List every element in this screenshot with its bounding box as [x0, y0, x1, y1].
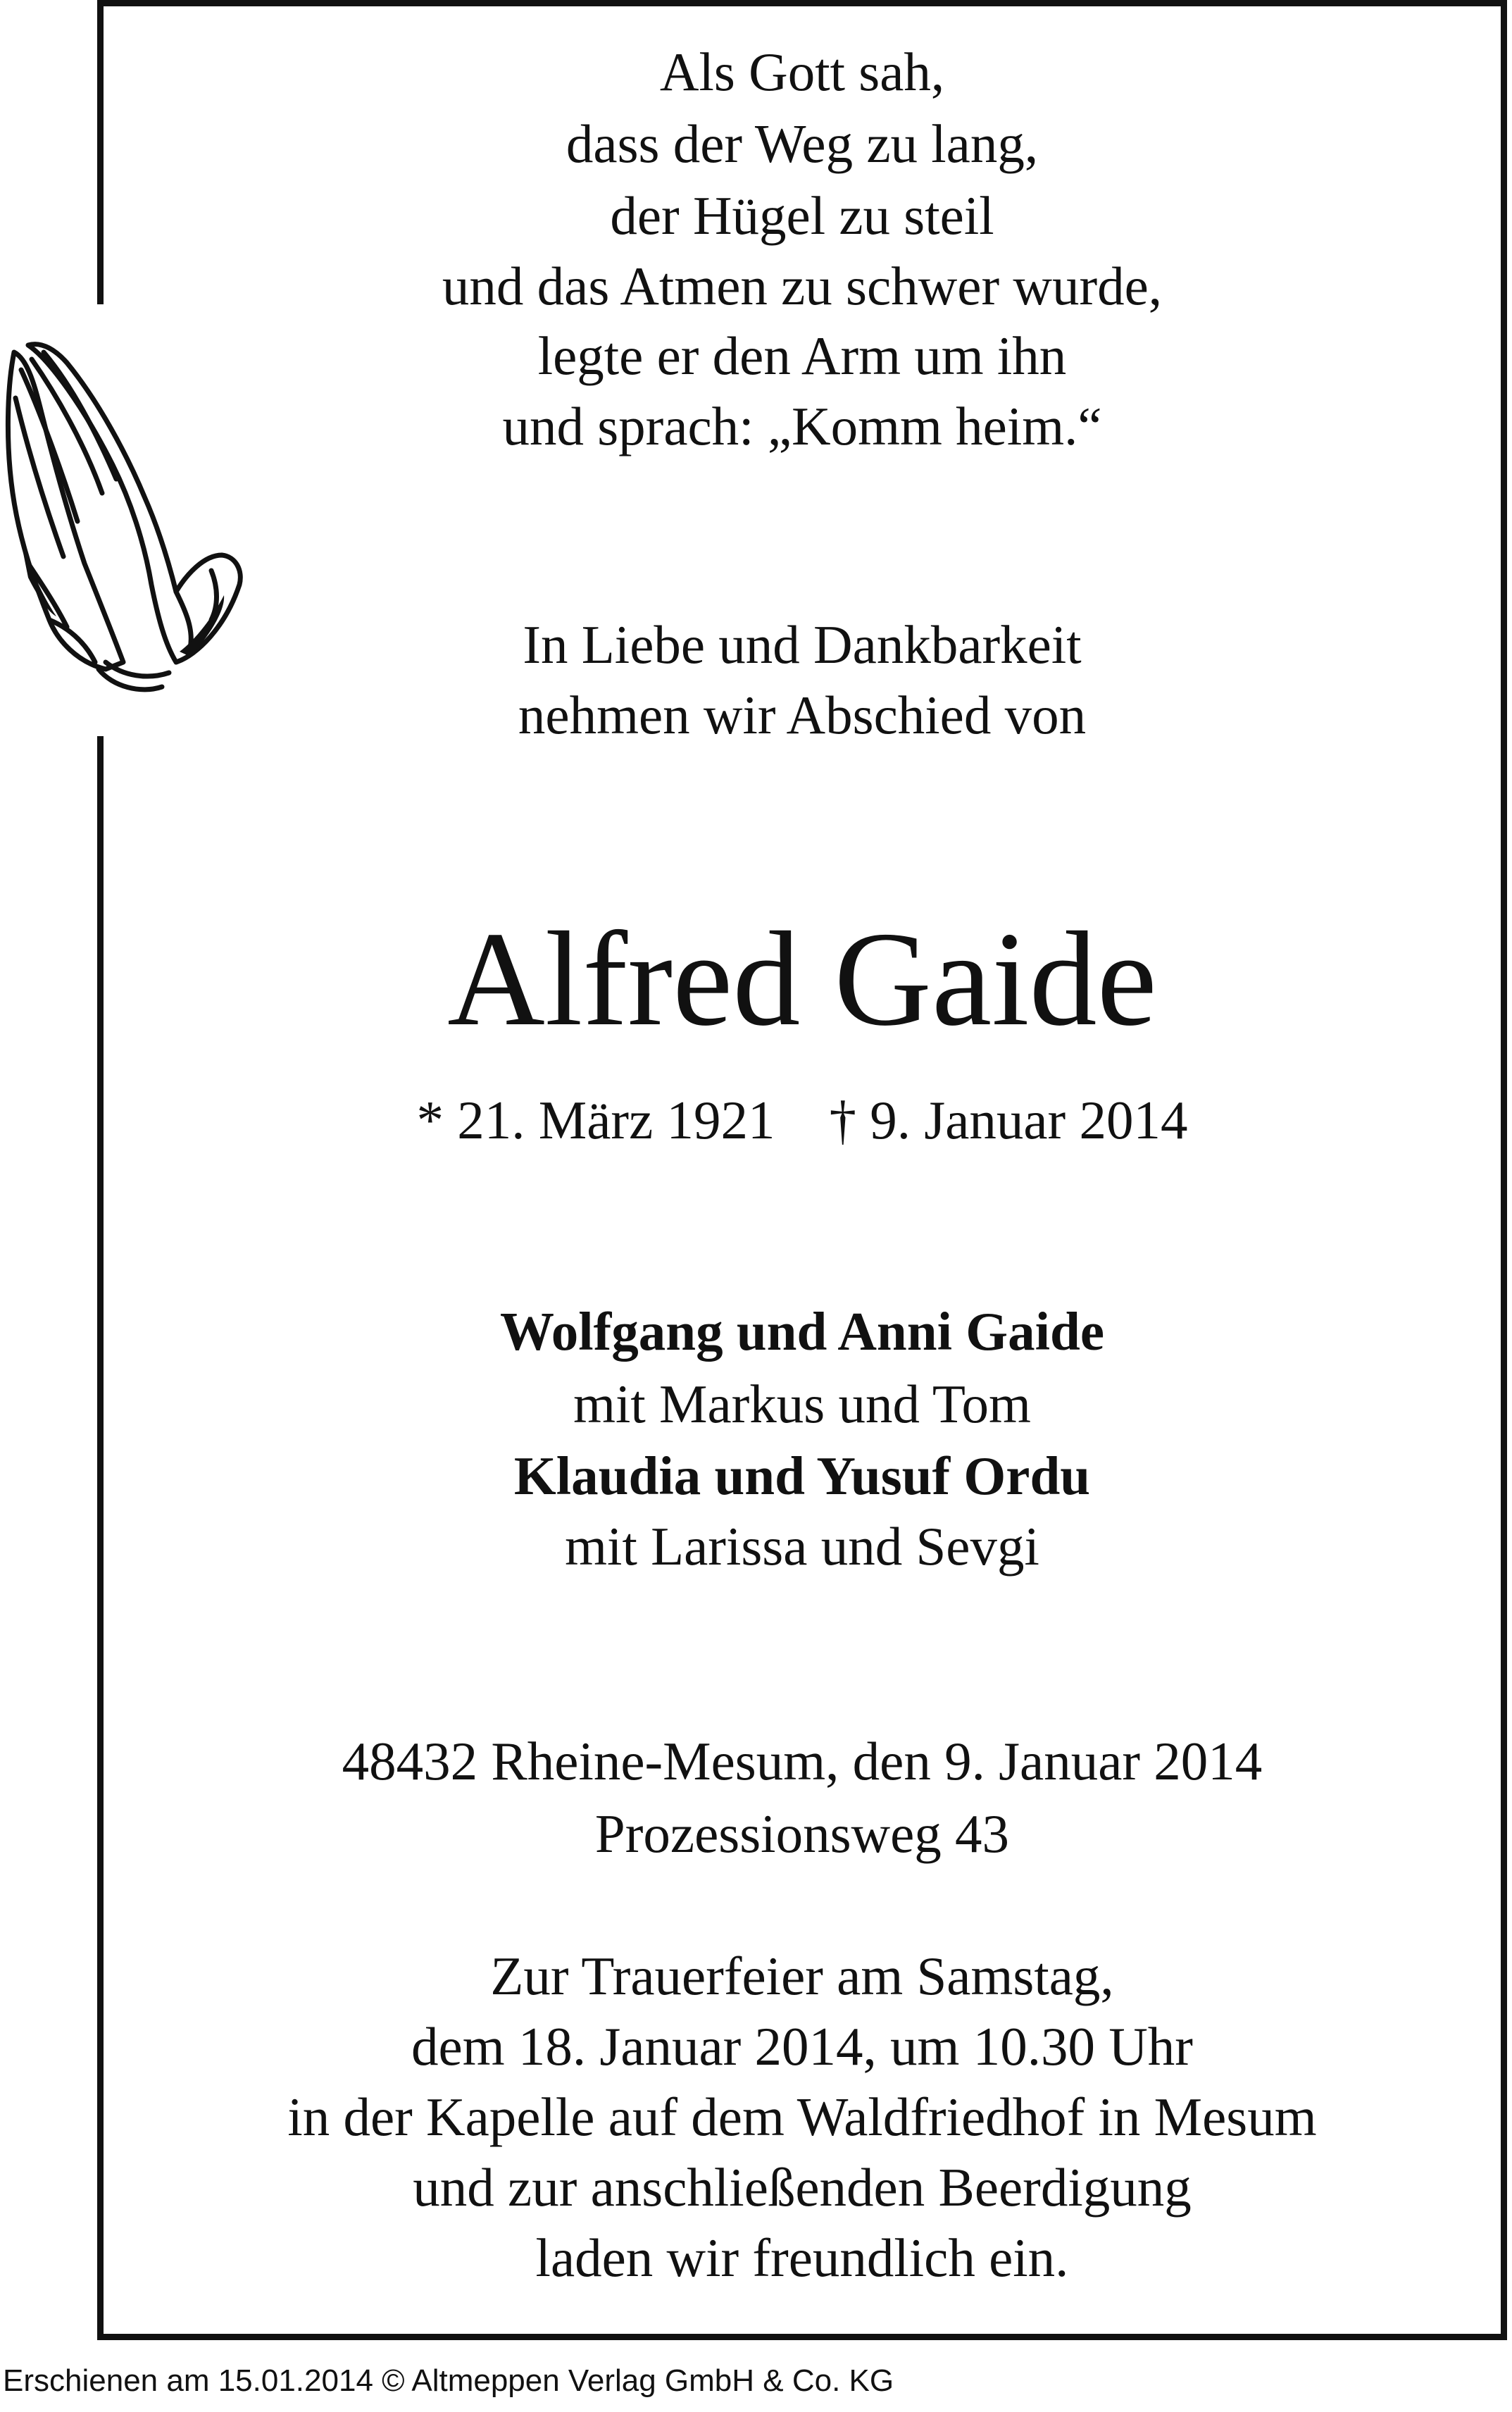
life-dates: * 21. März 1921 † 9. Januar 2014: [416, 1090, 1188, 1150]
poem-line-3: der Hügel zu steil: [610, 185, 994, 246]
poem-line-2: dass der Weg zu lang,: [566, 113, 1039, 174]
family-line-2: mit Markus und Tom: [573, 1374, 1031, 1434]
family-line-3: Klaudia und Yusuf Ordu: [513, 1446, 1091, 1506]
family-line-1: Wolfgang und Anni Gaide: [499, 1301, 1105, 1362]
intro-line-1: In Liebe und Dankbarkeit: [523, 614, 1082, 675]
frame-border-left-lower: [97, 736, 104, 2340]
poem-line-6: und sprach: „Komm heim.“: [502, 396, 1102, 456]
frame-border-bottom: [97, 2334, 1507, 2340]
deceased-name: Alfred Gaide: [447, 904, 1157, 1054]
address-line-1: 48432 Rheine-Mesum, den 9. Januar 2014: [342, 1731, 1263, 1791]
ceremony-line-3: in der Kapelle auf dem Waldfriedhof in Mesum: [287, 2087, 1317, 2147]
poem-line-4: und das Atmen zu schwer wurde,: [442, 256, 1163, 316]
frame-border-left-upper: [97, 0, 104, 304]
publication-footer: Erschienen am 15.01.2014 © Altmeppen Verlag GmbH & Co. KG: [3, 2363, 894, 2398]
ceremony-line-1: Zur Trauerfeier am Samstag,: [490, 1946, 1114, 2006]
ceremony-line-4: und zur anschließenden Beerdigung: [413, 2157, 1192, 2218]
ceremony-line-5: laden wir freundlich ein.: [535, 2227, 1069, 2288]
poem-line-1: Als Gott sah,: [659, 42, 945, 102]
intro-line-2: nehmen wir Abschied von: [518, 685, 1087, 745]
address-line-2: Prozessionsweg 43: [594, 1803, 1010, 1864]
frame-border-top: [97, 0, 1507, 6]
family-line-4: mit Larissa und Sevgi: [565, 1516, 1039, 1577]
frame-border-right: [1501, 0, 1507, 2340]
ceremony-line-2: dem 18. Januar 2014, um 10.30 Uhr: [411, 2016, 1193, 2077]
poem-line-5: legte er den Arm um ihn: [537, 325, 1067, 386]
